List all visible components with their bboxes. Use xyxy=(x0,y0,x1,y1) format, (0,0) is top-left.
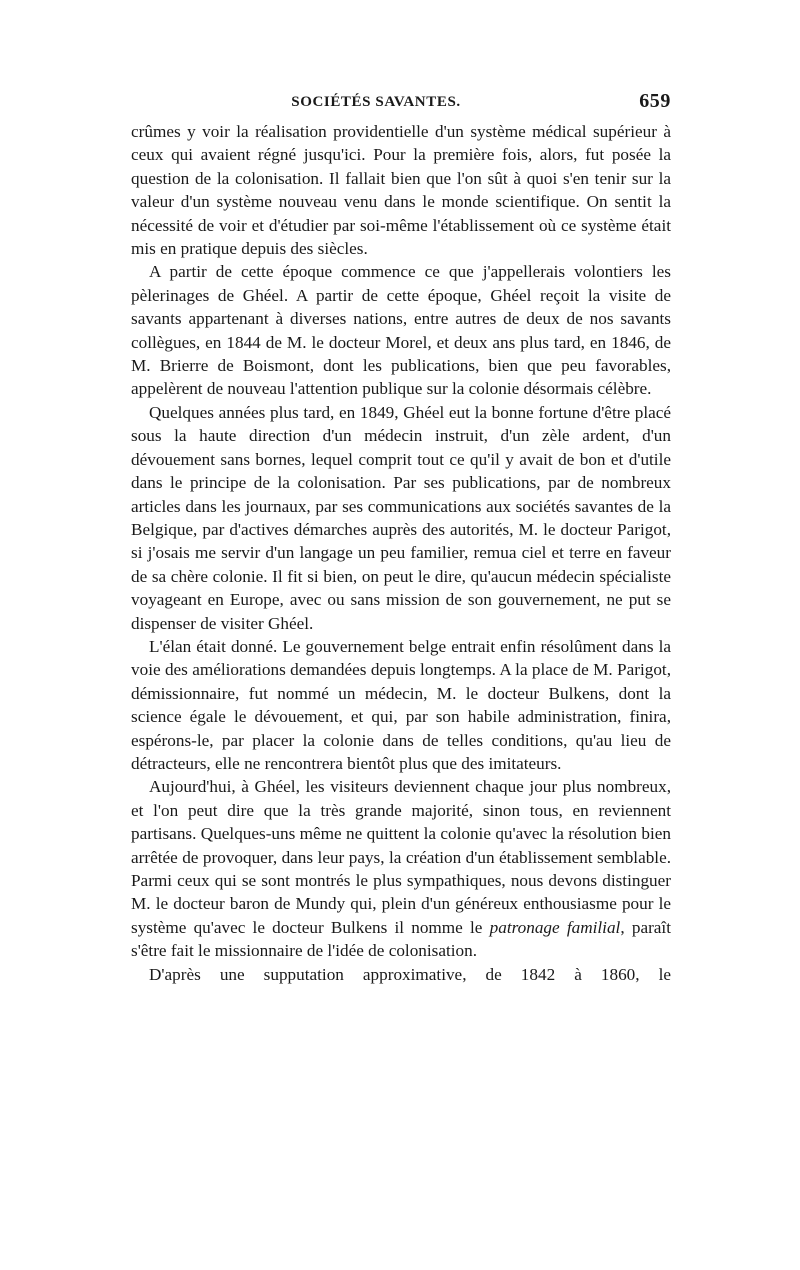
visitors-text-end: , paraît s'être fait le missionnaire de l'idée de colonisation. xyxy=(131,917,671,961)
paragraph-estimate: D'après une supputation approximative, de 1842 à 1860, le xyxy=(149,964,671,984)
running-title: SOCIÉTÉS SAVANTES. xyxy=(291,94,461,110)
paragraph-continuation: crûmes y voir la réalisation providentielle d'un système médical supérieur à ceux qui avaient régné jusqu'ici. Pour la première fois, alors, fut posée la question de la colonisation. Il fallait bien que l'on sût à quoi s'en tenir sur la valeur d'un système nouveau venu dans le monde scientifique. On sentit la nécessité de voir et d'étudier par soi-même l'établissement où ce système était mis en pratique depuis des siècles. xyxy=(131,122,671,259)
visitors-text-start: Aujourd'hui, à Ghéel, les visiteurs deviennent chaque jour plus nombreux, et l'on peut dire que la très grande majorité, sinon tous, en reviennent partisans. Quelques-uns même ne quittent la colonie qu'avec la résolution bien arrêtée de provoquer, dans leur pays, la création d'un établissement semblable. Parmi ceux qui se sont montrés le plus sympathiques, nous devons distinguer M. le docteur baron de Mundy qui, plein d'un généreux enthousiasme pour le système qu'avec le docteur Bulkens il nomme le xyxy=(131,777,671,937)
body-text xyxy=(131,120,671,986)
running-head xyxy=(131,90,671,120)
paragraph-pilgrimages: A partir de cette époque commence ce que j'appellerais volontiers les pèlerinages de Ghéel. A partir de cette époque, Ghéel reçoit la visite de savants appartenant à diverses nations, entre autres de deux de nos savants collègues, en 1844 de M. le docteur Morel, et deux ans plus tard, en 1846, de M. Brierre de Boismont, dont les publications, bien que peu favorables, appelèrent de nouveau l'attention publique sur la colonie désormais célèbre. xyxy=(131,262,671,399)
paragraph-visitors xyxy=(131,775,671,962)
book-page xyxy=(131,90,671,986)
paragraph-parigot: Quelques années plus tard, en 1849, Ghéel eut la bonne fortune d'être placé sous la haute direction d'un médecin instruit, d'un zèle ardent, d'un dévouement sans bornes, lequel comprit tout ce qu'il y avait de bon et d'utile dans le principe de la colonisation. Par ses publications, par de nombreux articles dans les journaux, par ses communications aux sociétés savantes de la Belgique, par d'actives démarches auprès des autorités, M. le docteur Parigot, si j'osais me servir d'un langage un peu familier, remua ciel et terre en faveur de sa chère colonie. Il fit si bien, on peut le dire, qu'aucun médecin spécialiste voyageant en Europe, avec ou sans mission de son gouvernement, ne put se dispenser de visiter Ghéel. xyxy=(131,402,671,633)
emphasis-patronage-familial: patronage familial xyxy=(489,917,621,937)
paragraph-bulkens: L'élan était donné. Le gouvernement belge entrait enfin résolûment dans la voie des améliorations demandées depuis longtemps. A la place de M. Parigot, démissionnaire, fut nommé un médecin, M. le docteur Bulkens, dont la science égale le dévouement, et qui, par son habile administration, finira, espérons-le, par placer la colonie dans de telles conditions, qu'au lieu de détracteurs, elle ne rencontrera bientôt plus que des imitateurs. xyxy=(131,636,671,773)
page-number: 659 xyxy=(639,90,671,112)
